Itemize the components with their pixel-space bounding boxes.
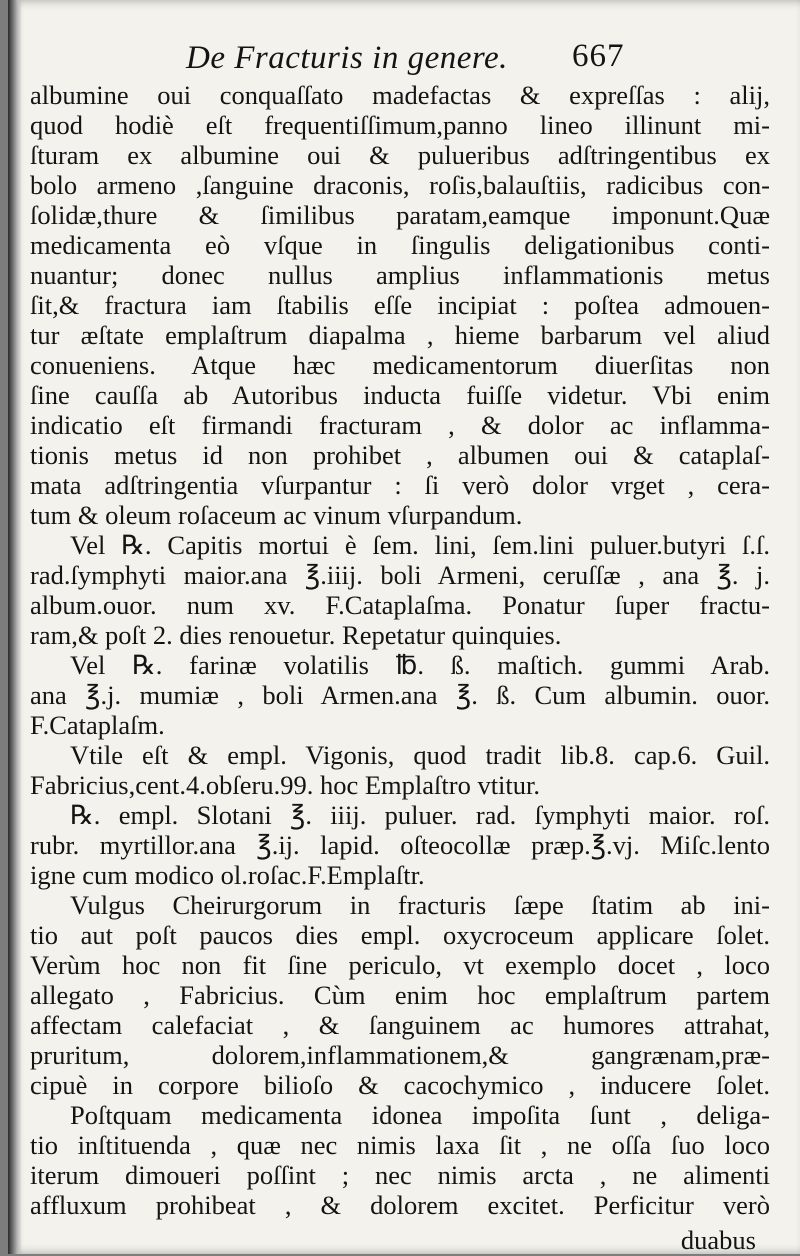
text-line: nuantur; donec nullus amplius inflammationis metus [30,260,770,290]
text-line: affectam calefaciat , & ſanguinem ac humores attrahat, [30,1010,770,1040]
text-line: ſit,& fractura iam ſtabilis eſſe incipiat : poſtea admouen- [30,290,770,320]
text-line: Vel ℞. Capitis mortui è ſem. lini, ſem.lini puluer.butyri ſ.ſ. [70,530,770,560]
text-line: tio aut poſt paucos dies empl. oxycroceum applicare ſolet. [30,920,770,950]
running-title: De Fracturis in genere. [186,40,508,76]
page-number: 667 [572,38,625,74]
text-line: Vel ℞. farinæ volatilis ℔. ß. maſtich. gummi Arab. [70,650,770,680]
catchword-row [30,1220,770,1255]
text-line: Vulgus Cheirurgorum in fracturis ſæpe ſtatim ab ini- [70,890,770,920]
text-line: medicamenta eò vſque in ſingulis deligationibus conti- [30,230,770,260]
text-line: ſolidæ,thure & ſimilibus paratam,eamque imponunt.Quæ [30,200,770,230]
text-line: tum & oleum roſaceum ac vinum vſurpandum. [30,500,523,530]
text-line: tio inſtituenda , quæ nec nimis laxa ſit , ne oſſa ſuo loco [30,1130,770,1160]
text-line: igne cum modico ol.roſac.F.Emplaſtr. [30,860,425,890]
text-line: pruritum, dolorem,inflammationem,& gangrænam,præ- [30,1040,770,1070]
text-line: allegato , Fabricius. Cùm enim hoc emplaſtrum partem [30,980,770,1010]
text-line: quod hodiè eſt frequentiſſimum,panno lineo illinunt mi- [30,110,770,140]
text-line: F.Cataplaſm. [30,710,165,740]
text-line: rubr. myrtillor.ana ℥.ij. lapid. oſteocollæ præp.℥.vj. Miſc.lento [30,830,770,860]
text-line: ℞. empl. Slotani ℥. iiij. puluer. rad. ſymphyti maior. roſ. [70,800,770,830]
text-line: ram,& poſt 2. dies renouetur. Repetatur quinquies. [30,620,562,650]
text-line: Poſtquam medicamenta idonea impoſita ſunt , deliga- [70,1100,770,1130]
text-line: bolo armeno ,ſanguine draconis, roſis,balauſtiis, radicibus con- [30,170,770,200]
text-line: iterum dimoueri poſſint ; nec nimis arcta , ne alimenti [30,1160,770,1190]
text-line: affluxum prohibeat , & dolorem excitet. Perficitur verò [30,1190,770,1220]
text-line: Verùm hoc non fit ſine periculo, vt exemplo docet , loco [30,950,770,980]
text-line: Vtile eſt & empl. Vigonis, quod tradit lib.8. cap.6. Guil. [70,740,770,770]
text-line: ſine cauſſa ab Autoribus inducta fuiſſe videtur. Vbi enim [30,380,770,410]
text-line: conueniens. Atque hæc medicamentorum diuerſitas non [30,350,770,380]
catchword: duabus [680,1225,756,1255]
text-line: cipuè in corpore bilioſo & cacochymico , inducere ſolet. [30,1070,770,1100]
body-text [30,80,770,1255]
page-gutter-shadow [8,0,22,1254]
text-line: indicatio eſt firmandi fracturam , & dolor ac inflamma- [30,410,770,440]
book-page [8,0,800,1254]
text-line: albumine oui conquaſſato madefactas & expreſſas : alij, [30,80,770,110]
text-line: ſturam ex albumine oui & pulueribus adſtringentibus ex [30,140,770,170]
text-line: Fabricius,cent.4.obſeru.99. hoc Emplaſtro vtitur. [30,770,541,800]
text-line: rad.ſymphyti maior.ana ℥.iiij. boli Armeni, ceruſſæ , ana ℥. j. [30,560,770,590]
text-line: ana ℥.j. mumiæ , boli Armen.ana ℥. ß. Cum albumin. ouor. [30,680,770,710]
text-line: album.ouor. num xv. F.Cataplaſma. Ponatur ſuper fractu- [30,590,770,620]
page-header [8,34,800,84]
text-line: tur æſtate emplaſtrum diapalma , hieme barbarum vel aliud [30,320,770,350]
text-line: tionis metus id non prohibet , albumen oui & cataplaſ- [30,440,770,470]
text-line: mata adſtringentia vſurpantur : ſi verò dolor vrget , cera- [30,470,770,500]
